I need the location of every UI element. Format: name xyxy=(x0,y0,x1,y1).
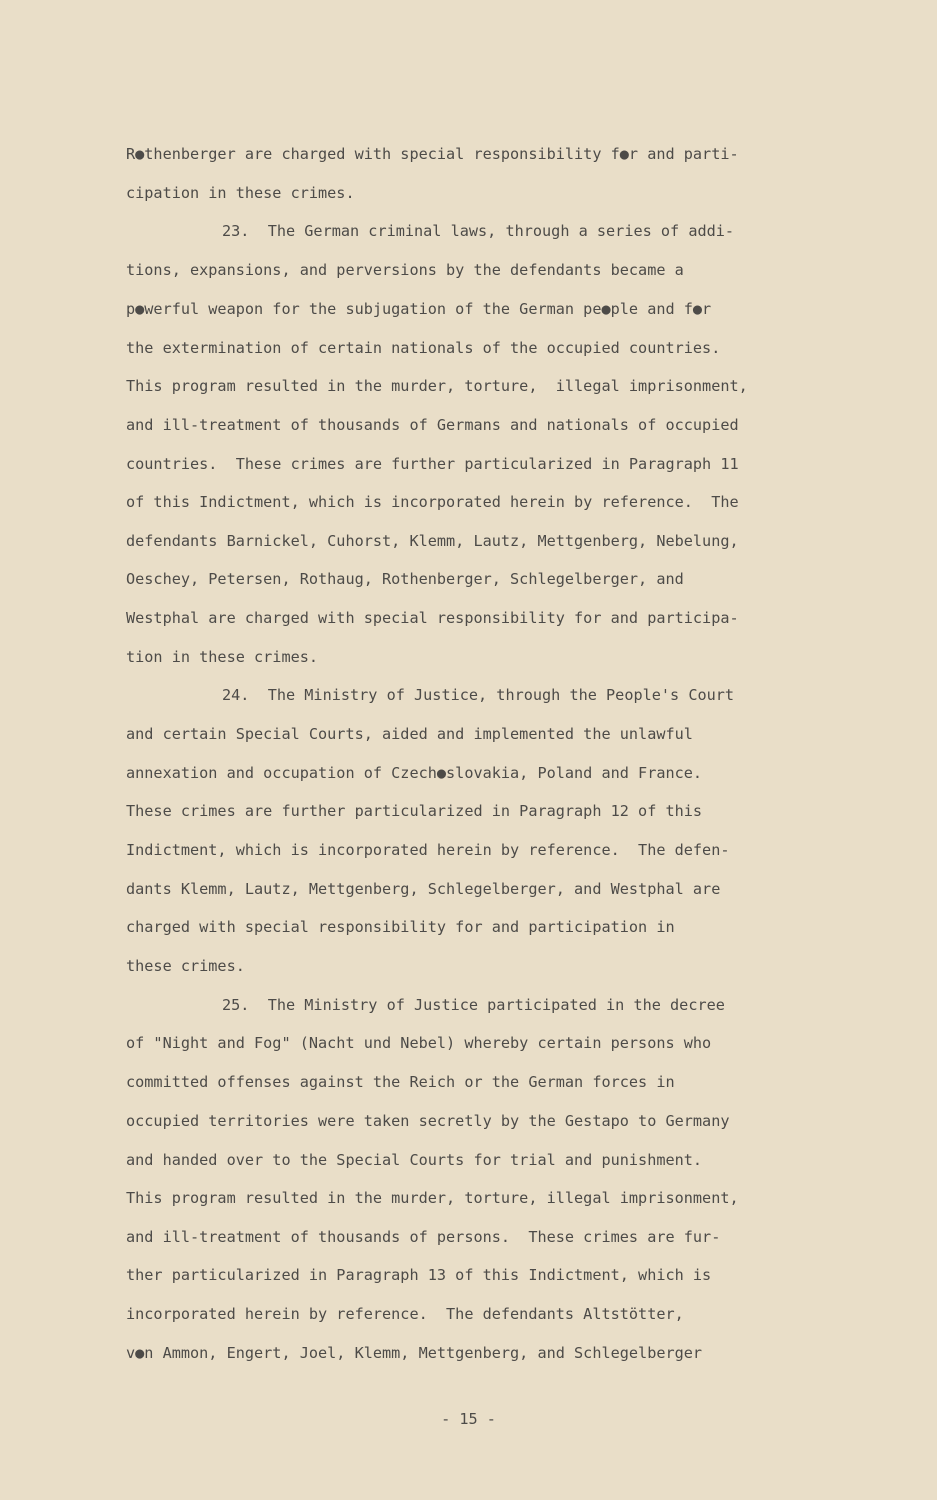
text-line: Oeschey, Petersen, Rothaug, Rothenberger, Schlegelberger, and xyxy=(126,570,684,588)
text-line: 23. The German criminal laws, through a series of addi- xyxy=(222,222,735,240)
text-line: cipation in these crimes. xyxy=(126,184,355,202)
text-line: and handed over to the Special Courts for trial and punishment. xyxy=(126,1151,703,1169)
text-line: incorporated herein by reference. The defendants Altstötter, xyxy=(126,1305,684,1323)
text-line: and ill-treatment of thousands of Germans and nationals of occupied xyxy=(126,416,739,434)
text-line: p●werful weapon for the subjugation of the German pe●ple and f●r xyxy=(126,300,712,318)
text-line: the extermination of certain nationals of the occupied countries. xyxy=(126,339,721,357)
text-line: and ill-treatment of thousands of persons. These crimes are fur- xyxy=(126,1228,721,1246)
text-line: of "Night and Fog" (Nacht und Nebel) whereby certain persons who xyxy=(126,1034,712,1052)
text-line: countries. These crimes are further particularized in Paragraph 11 xyxy=(126,455,739,473)
text-line: defendants Barnickel, Cuhorst, Klemm, Lautz, Mettgenberg, Nebelung, xyxy=(126,532,739,550)
text-line: Westphal are charged with special responsibility for and participa- xyxy=(126,609,739,627)
text-line: tions, expansions, and perversions by the defendants became a xyxy=(126,261,684,279)
text-line: and certain Special Courts, aided and implemented the unlawful xyxy=(126,725,693,743)
text-line: Indictment, which is incorporated herein by reference. The defen- xyxy=(126,841,730,859)
text-line: charged with special responsibility for and participation in xyxy=(126,918,675,936)
text-line: these crimes. xyxy=(126,957,245,975)
text-line: tion in these crimes. xyxy=(126,648,319,666)
text-line: ther particularized in Paragraph 13 of this Indictment, which is xyxy=(126,1266,712,1284)
text-line: committed offenses against the Reich or the German forces in xyxy=(126,1073,675,1091)
text-line: This program resulted in the murder, torture, illegal imprisonment, xyxy=(126,377,748,395)
text-line: 24. The Ministry of Justice, through the People's Court xyxy=(222,686,735,704)
text-line: R●thenberger are charged with special responsibility f●r and parti- xyxy=(126,145,739,163)
text-line: These crimes are further particularized in Paragraph 12 of this xyxy=(126,802,703,820)
text-line: occupied territories were taken secretly by the Gestapo to Germany xyxy=(126,1112,730,1130)
text-line: 25. The Ministry of Justice participated in the decree xyxy=(222,996,725,1014)
text-line: of this Indictment, which is incorporated herein by reference. The xyxy=(126,493,739,511)
text-line: This program resulted in the murder, torture, illegal imprisonment, xyxy=(126,1189,739,1207)
text-line: annexation and occupation of Czech●slovakia, Poland and France. xyxy=(126,764,703,782)
text-line: dants Klemm, Lautz, Mettgenberg, Schlegelberger, and Westphal are xyxy=(126,880,721,898)
text-line: v●n Ammon, Engert, Joel, Klemm, Mettgenberg, and Schlegelberger xyxy=(126,1344,703,1362)
page-number: - 15 - xyxy=(441,1410,496,1428)
